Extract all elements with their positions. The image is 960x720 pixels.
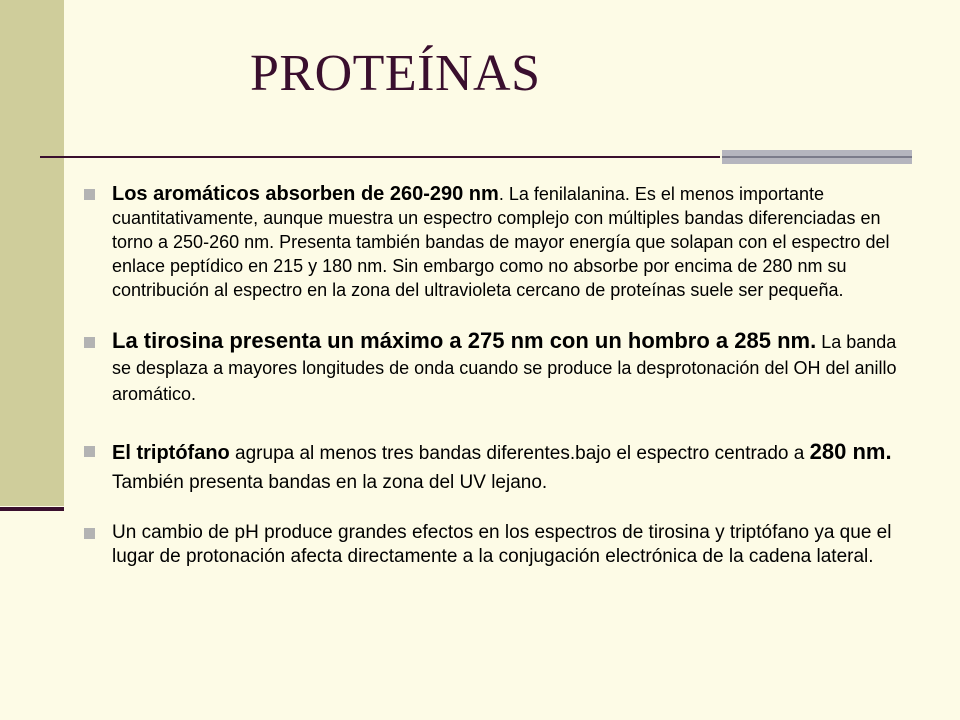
bullet-aromaticos [84,182,904,302]
bullet-emphasis: 280 nm. [809,439,892,464]
left-accent-line [0,507,64,511]
bullet-text: . La fenilalanina. Es el menos importante cuantitativamente, aunque muestra un espectro complejo con múltiples bandas diferenciadas en torno a 250-260 nm. Presenta también bandas de mayor energía que solapan con el espectro del enlace peptídico en 215 y 180 nm. Sin embargo como no absorbe por encima de 280 nm su contribución al espectro en la zona del ultravioleta cercano de proteínas suele ser pequeña. [112,184,890,300]
square-bullet-icon [84,446,95,457]
square-bullet-icon [84,337,95,348]
bullet-text: agrupa al menos tres bandas diferentes.bajo el espectro centrado a [229,443,810,464]
bullet-text: Un cambio de pH produce grandes efectos en los espectros de tirosina y triptófano ya que el lugar de protonación afecta directamente a la conjugación electrónica de la cadena lateral. [112,522,892,567]
square-bullet-icon [84,189,95,200]
bullet-ph [84,521,904,569]
bullet-lead: La tirosina presenta un máximo a 275 nm con un hombro a 285 nm. [112,328,817,353]
bullet-lead: El triptófano [112,442,230,464]
title-divider-accent-line [722,156,912,158]
bullet-text-tail: También presenta bandas en la zona del UV lejano. [112,472,548,493]
bullet-triptofano [84,437,904,497]
title-divider [40,156,720,158]
left-accent-band [0,0,64,506]
square-bullet-icon [84,528,95,539]
slide-title: PROTEÍNAS [250,45,541,102]
bullet-text: La banda se desplaza a mayores longitudes de onda cuando se produce la desprotonación del OH del anillo aromático. [112,332,897,404]
bullet-list [84,182,904,569]
bullet-tirosina [84,328,904,407]
bullet-lead: Los aromáticos absorben de 260-290 nm [112,183,499,205]
